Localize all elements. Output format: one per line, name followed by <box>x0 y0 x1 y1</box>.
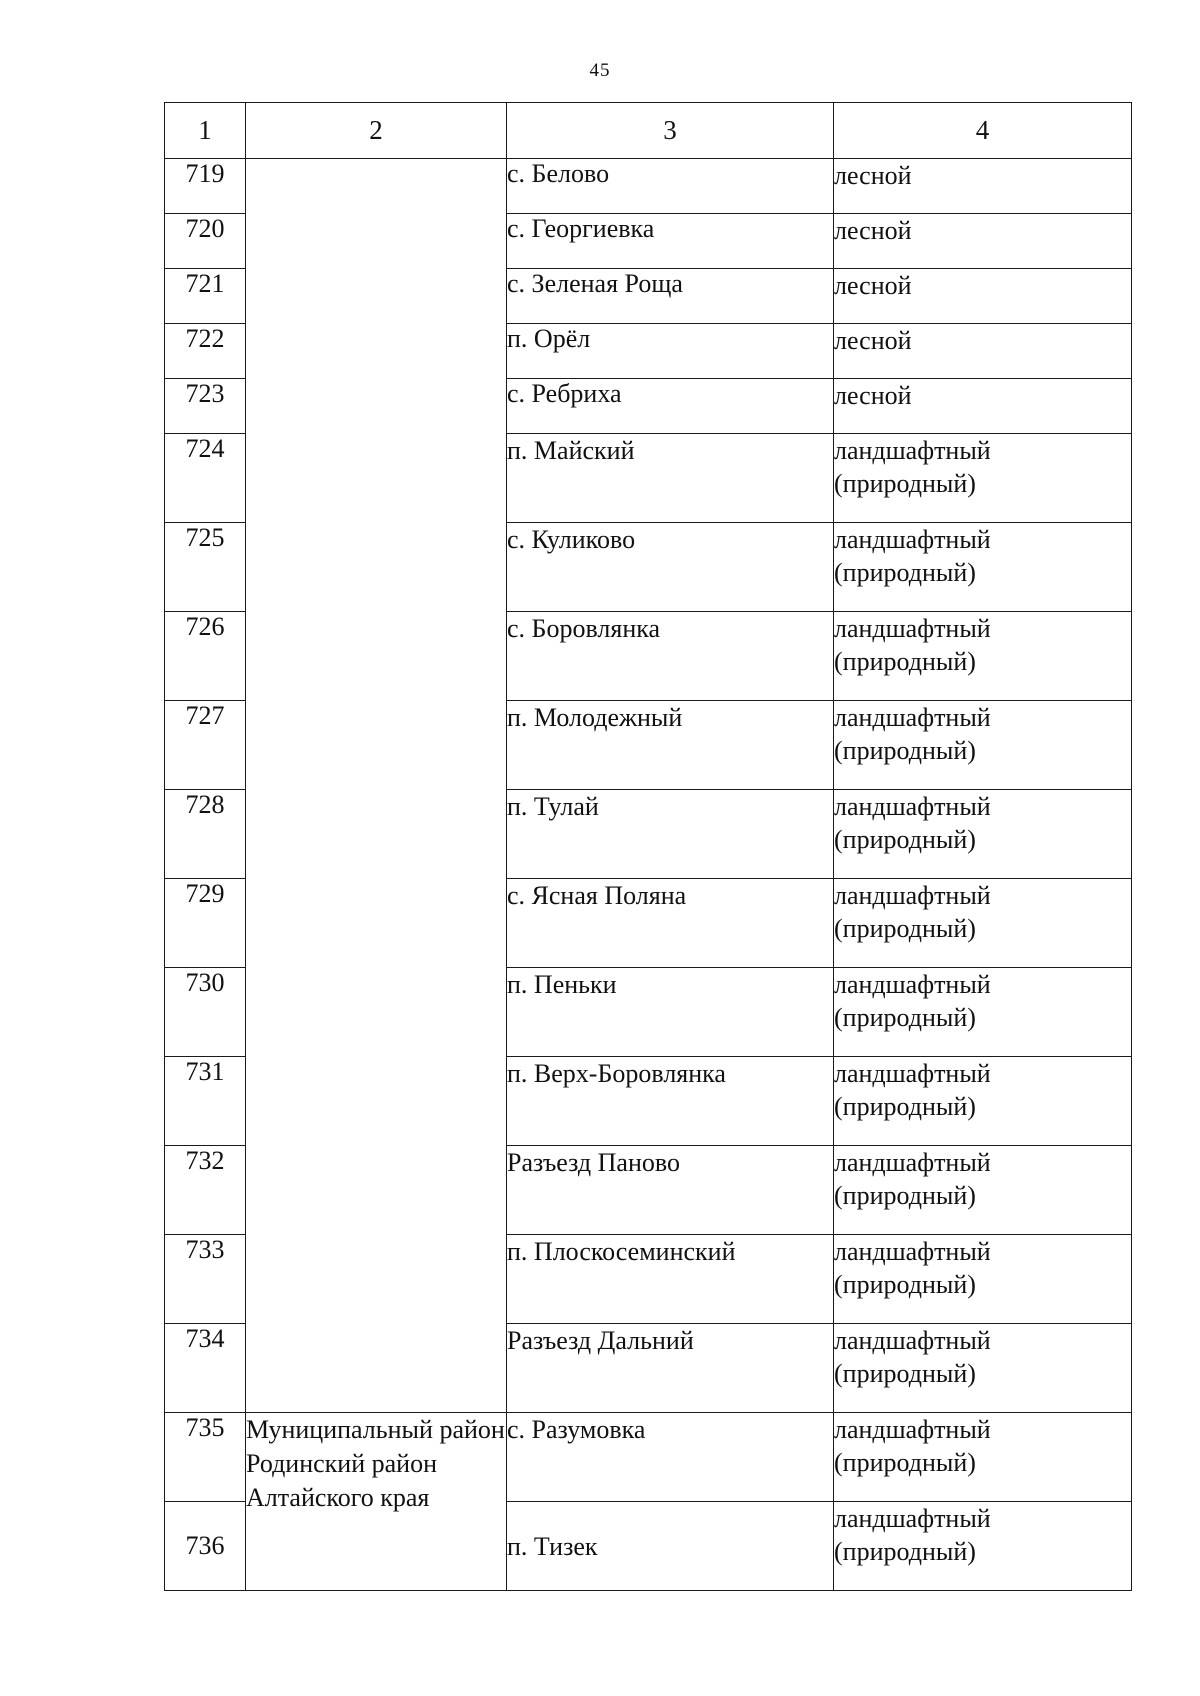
page-number: 45 <box>589 60 611 81</box>
zone-type: ландшафтный (природный) <box>834 701 1132 790</box>
zone-type: ландшафтный (природный) <box>834 968 1132 1057</box>
settlement-name: с. Ясная Поляна <box>507 879 834 968</box>
settlement-name: с. Ребриха <box>507 379 834 434</box>
zone-type: ландшафтный (природный) <box>834 1146 1132 1235</box>
settlement-name: п. Молодежный <box>507 701 834 790</box>
settlement-name: п. Орёл <box>507 324 834 379</box>
row-number: 719 <box>165 159 246 214</box>
zone-type: ландшафтный (природный) <box>834 1324 1132 1413</box>
zone-type: лесной <box>834 214 1132 269</box>
row-number: 732 <box>165 1146 246 1235</box>
zone-type: ландшафтный (природный) <box>834 1057 1132 1146</box>
settlement-name: Разъезд Дальний <box>507 1324 834 1413</box>
zone-type: ландшафтный (природный) <box>834 879 1132 968</box>
row-number: 731 <box>165 1057 246 1146</box>
district-cell-empty <box>246 159 507 1413</box>
settlement-name: п. Майский <box>507 434 834 523</box>
zone-type: ландшафтный (природный) <box>834 523 1132 612</box>
settlement-name: п. Тулай <box>507 790 834 879</box>
settlement-name: с. Боровлянка <box>507 612 834 701</box>
row-number: 730 <box>165 968 246 1057</box>
district-name: Муниципальный район Родинский район Алтайского края <box>246 1413 507 1591</box>
column-header: 4 <box>834 103 1132 159</box>
row-number: 728 <box>165 790 246 879</box>
zone-type: ландшафтный (природный) <box>834 612 1132 701</box>
row-number: 736 <box>165 1502 246 1591</box>
zone-type: лесной <box>834 379 1132 434</box>
column-header: 1 <box>165 103 246 159</box>
row-number: 720 <box>165 214 246 269</box>
settlement-name: с. Белово <box>507 159 834 214</box>
registry-table <box>164 102 1132 1591</box>
zone-type: ландшафтный (природный) <box>834 1235 1132 1324</box>
settlement-name: п. Пеньки <box>507 968 834 1057</box>
row-number: 733 <box>165 1235 246 1324</box>
row-number: 722 <box>165 324 246 379</box>
row-number: 724 <box>165 434 246 523</box>
zone-type: лесной <box>834 159 1132 214</box>
column-header: 3 <box>507 103 834 159</box>
row-number: 727 <box>165 701 246 790</box>
table-header-row <box>165 103 1132 159</box>
row-number: 735 <box>165 1413 246 1502</box>
row-number: 729 <box>165 879 246 968</box>
row-number: 725 <box>165 523 246 612</box>
settlement-name: с. Разумовка <box>507 1413 834 1502</box>
table-row <box>165 1413 1132 1502</box>
column-header: 2 <box>246 103 507 159</box>
zone-type: лесной <box>834 324 1132 379</box>
row-number: 726 <box>165 612 246 701</box>
settlement-name: п. Верх-Боровлянка <box>507 1057 834 1146</box>
row-number: 721 <box>165 269 246 324</box>
settlement-name: п. Тизек <box>507 1502 834 1591</box>
settlement-name: п. Плоскосеминский <box>507 1235 834 1324</box>
settlement-name: с. Зеленая Роща <box>507 269 834 324</box>
zone-type: ландшафтный (природный) <box>834 434 1132 523</box>
zone-type: ландшафтный (природный) <box>834 790 1132 879</box>
zone-type: ландшафтный (природный) <box>834 1413 1132 1502</box>
settlement-name: с. Куликово <box>507 523 834 612</box>
settlement-name: Разъезд Паново <box>507 1146 834 1235</box>
zone-type: ландшафтный (природный) <box>834 1502 1132 1591</box>
row-number: 734 <box>165 1324 246 1413</box>
table-row <box>165 159 1132 214</box>
settlement-name: с. Георгиевка <box>507 214 834 269</box>
zone-type: лесной <box>834 269 1132 324</box>
row-number: 723 <box>165 379 246 434</box>
